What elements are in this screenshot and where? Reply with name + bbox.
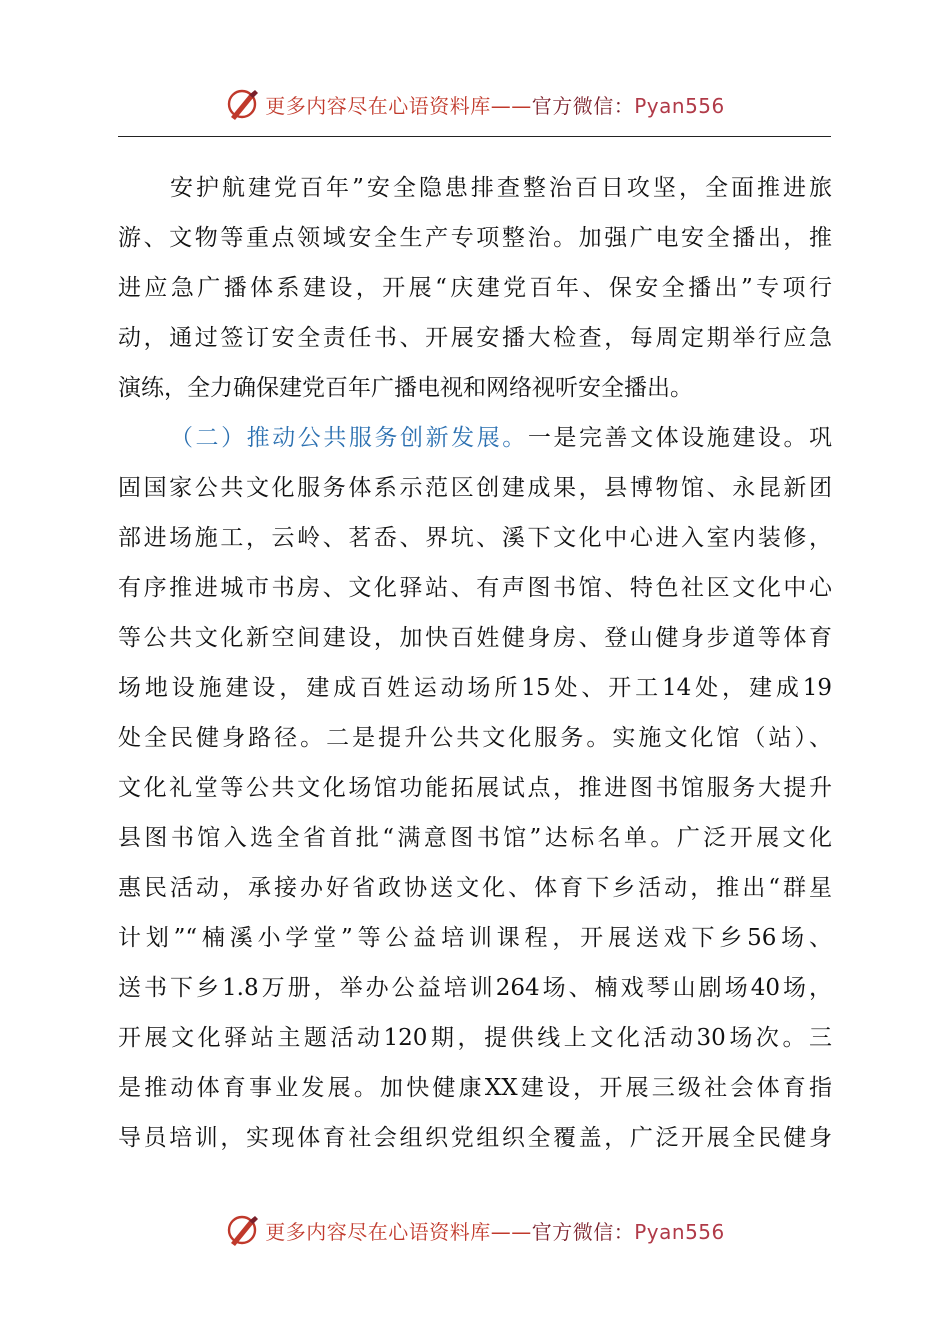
banner-wechat-id: Pyan556 [634, 1219, 725, 1244]
pen-in-circle-logo [225, 1213, 261, 1247]
text-line [118, 413, 832, 463]
text-run: 一是完善文体设施建设。巩 [527, 425, 832, 451]
banner-wechat-label: 官方微信： [531, 1219, 635, 1244]
banner-wechat-id: Pyan556 [634, 93, 725, 118]
text-line: 送书下乡1.8万册，举办公益培训264场、楠戏琴山剧场40场， [118, 975, 832, 1001]
text-line: 场地设施建设，建成百姓运动场所15处、开工14处，建成19 [118, 675, 832, 701]
banner-dash: —— [490, 1219, 532, 1244]
banner-text [265, 1216, 725, 1245]
banner-main-text: 更多内容尽在心语资料库 [265, 93, 491, 118]
text-line: 游、文物等重点领域安全生产专项整治。加强广电安全播出，推 [118, 225, 832, 251]
pen-in-circle-logo [225, 87, 261, 121]
paragraph-2 [118, 413, 832, 1163]
banner-text [265, 90, 725, 119]
paragraph-1 [118, 163, 832, 413]
text-line: 有序推进城市书房、文化驿站、有声图书馆、特色社区文化中心 [118, 575, 832, 601]
text-line: 开展文化驿站主题活动120期，提供线上文化活动30场次。三 [118, 1025, 832, 1051]
text-line: 是推动体育事业发展。加快健康XX建设，开展三级社会体育指 [118, 1075, 832, 1101]
text-line: 县图书馆入选全省首批“满意图书馆”达标名单。广泛开展文化 [118, 825, 832, 851]
text-line: 动，通过签订安全责任书、开展安播大检查，每周定期举行应急 [118, 325, 832, 351]
text-line: 进应急广播体系建设，开展“庆建党百年、保安全播出”专项行 [118, 275, 832, 301]
text-line: 固国家公共文化服务体系示范区创建成果，县博物馆、永昆新团 [118, 475, 832, 501]
text-line: 演练，全力确保建党百年广播电视和网络视听安全播出。 [118, 375, 693, 401]
text-line: 导员培训，实现体育社会组织党组织全覆盖，广泛开展全民健身 [118, 1125, 832, 1151]
text-line: 处全民健身路径。二是提升公共文化服务。实施文化馆（站）、 [118, 725, 832, 751]
text-line: 安护航建党百年”安全隐患排查整治百日攻坚，全面推进旅 [170, 175, 832, 201]
document-body [118, 163, 832, 1163]
section-heading: （二）推动公共服务创新发展。 [170, 425, 528, 451]
footer-banner [0, 1210, 950, 1250]
banner-wechat-label: 官方微信： [531, 93, 635, 118]
header-banner [0, 84, 950, 124]
text-line: 文化礼堂等公共文化场馆功能拓展试点，推进图书馆服务大提升 [118, 775, 832, 801]
text-line: 计划”“楠溪小学堂”等公益培训课程，开展送戏下乡56场、 [118, 925, 832, 951]
header-divider [118, 136, 831, 137]
text-line: 等公共文化新空间建设，加快百姓健身房、登山健身步道等体育 [118, 625, 832, 651]
banner-dash: —— [490, 93, 532, 118]
text-line: 部进场施工，云岭、茗岙、界坑、溪下文化中心进入室内装修， [118, 525, 832, 551]
text-line: 惠民活动，承接办好省政协送文化、体育下乡活动，推出“群星 [118, 875, 832, 901]
banner-main-text: 更多内容尽在心语资料库 [265, 1219, 491, 1244]
